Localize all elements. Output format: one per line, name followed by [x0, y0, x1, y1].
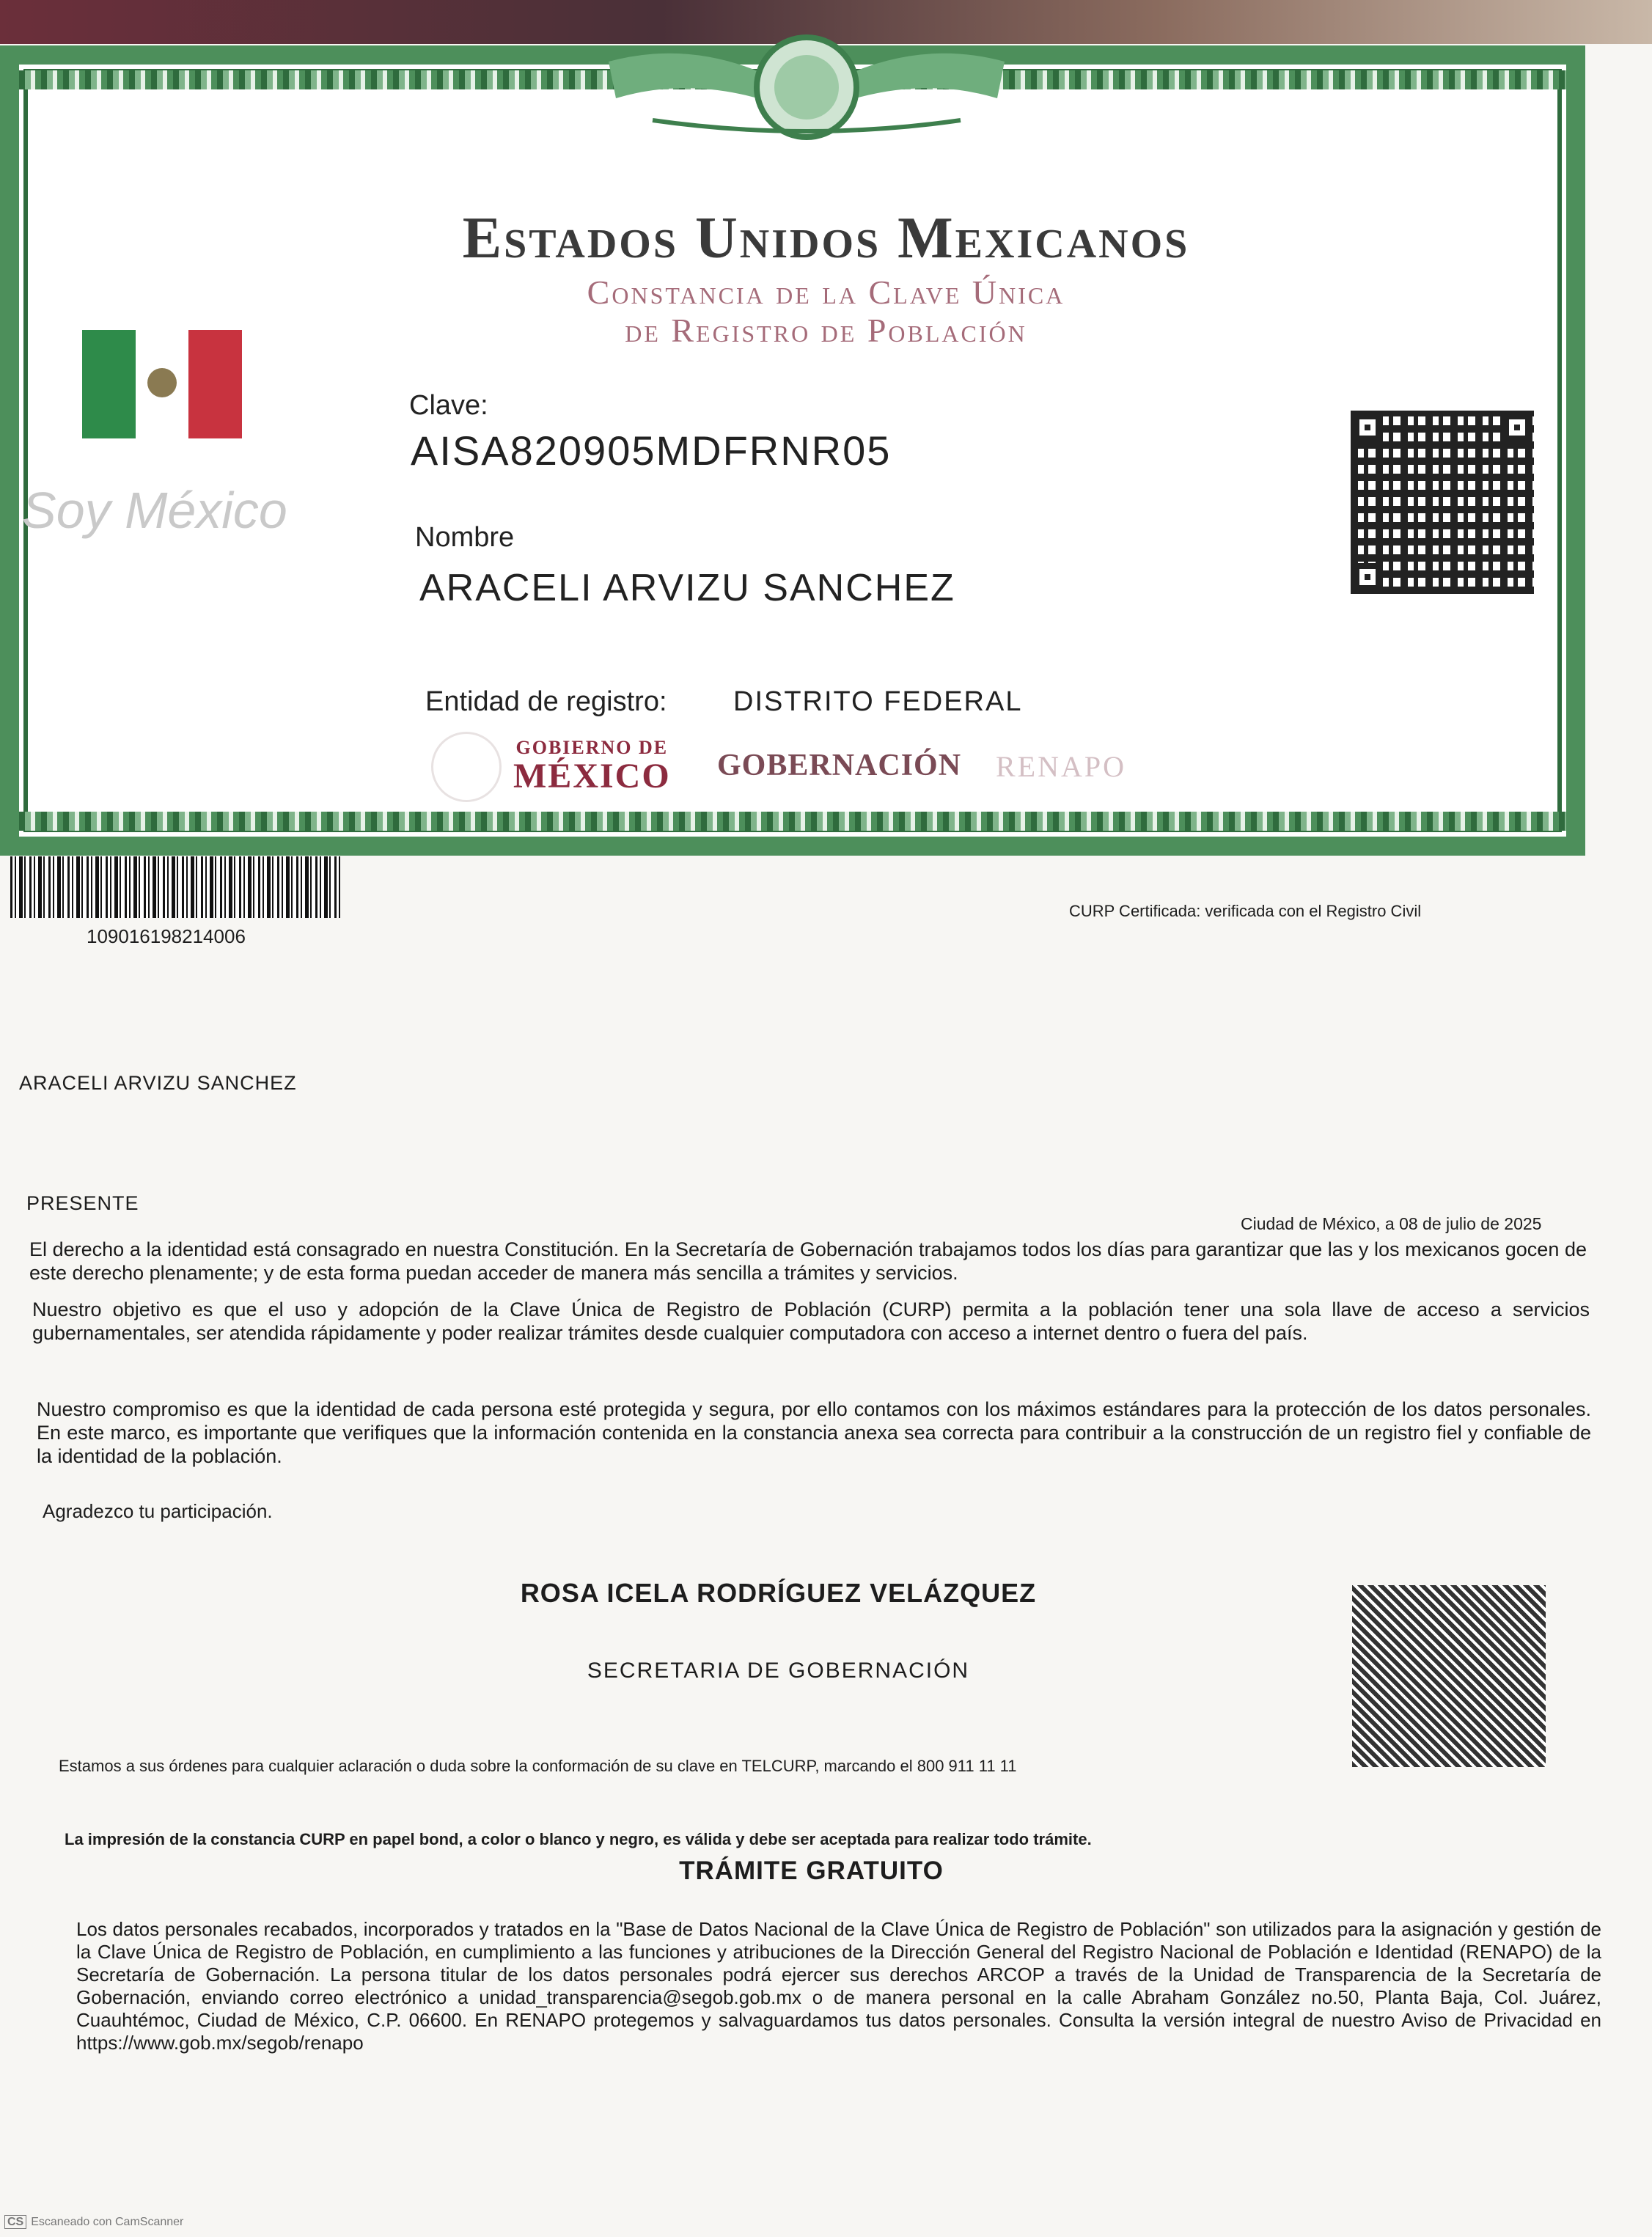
entidad-value: DISTRITO FEDERAL	[733, 686, 1023, 717]
gobierno-de-mexico-logo: GOBIERNO DE MÉXICO	[513, 737, 671, 796]
paragraph-objective: Nuestro objetivo es que el uso y adopción de la Clave Única de Registro de Población (CURP) permita a la población tener una sola llave de acceso a servicios gubernamentales, ser atendida rápidamente y poder realizar trámites desde cualquier computadora con acceso a internet dentro o fuera del país.	[32, 1299, 1590, 1344]
entidad-label: Entidad de registro:	[425, 686, 667, 717]
privacy-notice: Los datos personales recabados, incorporados y tratados en la "Base de Datos Nacional de la Clave Única de Registro de Población" son utilizados para la asignación y gestión de la Clave Única de Registro de Población, en cumplimiento a las funciones y atribuciones de la Dirección General del Registro Nacional de Población e Identidad (RENAPO) de la Secretaría de Gobernación. La persona titular de los datos personales podrá ejercer sus derechos ARCOP a través de la Unidad de Transparencia de la Secretaría de Gobernación, enviando correo electrónico a unidad_transparencia@segob.gob.mx o de manera personal en la calle Abraham González no.50, Planta Baja, Col. Juárez, Cuauhtémoc, Ciudad de México, C.P. 06600. En RENAPO protegemos y salvaguardamos tus datos personales. Consulta la versión integral de nuestro Aviso de Privacidad en https://www.gob.mx/segob/renapo	[76, 1918, 1601, 2054]
clave-value: AISA820905MDFRNR05	[411, 427, 892, 474]
validity-line: La impresión de la constancia CURP en papel bond, a color o blanco y negro, es válida y debe ser aceptada para realizar todo trámite.	[65, 1830, 1092, 1848]
free-procedure: TRÁMITE GRATUITO	[679, 1856, 944, 1885]
certificate-subtitle-1: Constancia de la Clave Única	[587, 273, 1065, 311]
qr-code-icon	[1351, 411, 1534, 594]
thanks-line: Agradezco tu participación.	[43, 1500, 273, 1522]
nombre-value: ARACELI ARVIZU SANCHEZ	[419, 567, 955, 609]
paragraph-commitment: Nuestro compromiso es que la identidad de cada persona esté protegida y segura, por ello contamos con los máximos estándares para la protección de los datos personales. En este marco, es importante que verifiques que la información contenida en la constancia anexa sea correcta para contribuir a la construcción de un registro fiel y confiable de la identidad de la población.	[37, 1398, 1591, 1467]
border-pattern-bottom	[19, 812, 1566, 831]
scanner-watermark: CS Escaneado con CamScanner	[4, 2216, 183, 2229]
certificate-subtitle-2: de Registro de Población	[625, 312, 1027, 349]
barcode-number: 109016198214006	[87, 925, 246, 947]
paragraph-identity: El derecho a la identidad está consagrado en nuestra Constitución. En la Secretaría de Gobernación trabajamos todos los días para garantizar que las y los mexicanos gocen de este derecho plenamente; y de esta forma puedan acceder de manera más sencilla a trámites y servicios.	[29, 1238, 1587, 1284]
mexico-flag-icon	[82, 330, 242, 438]
certified-note: CURP Certificada: verificada con el Registro Civil	[1069, 902, 1422, 920]
signer-title: SECRETARIA DE GOBERNACIÓN	[587, 1659, 970, 1683]
renapo-logo: RENAPO	[996, 750, 1127, 783]
country-title: Estados Unidos Mexicanos	[462, 206, 1190, 271]
soy-mexico-slogan: Soy México	[22, 482, 287, 539]
letter-recipient: ARACELI ARVIZU SANCHEZ	[19, 1072, 297, 1094]
barcode-icon	[10, 856, 340, 918]
nombre-label: Nombre	[415, 522, 515, 553]
seal-icon	[431, 732, 502, 802]
place-date: Ciudad de México, a 08 de julio de 2025	[1241, 1214, 1542, 1233]
signer-name: ROSA ICELA RODRÍGUEZ VELÁZQUEZ	[520, 1578, 1037, 1608]
clave-label: Clave:	[409, 390, 488, 421]
telcurp-line: Estamos a sus órdenes para cualquier aclaración o duda sobre la conformación de su clave en TELCURP, marcando el 800 911 11 11	[59, 1757, 1017, 1775]
national-emblem-icon	[601, 32, 1012, 142]
signature-qr-code-icon	[1352, 1585, 1546, 1767]
presente-label: PRESENTE	[26, 1192, 139, 1214]
gobernacion-logo: GOBERNACIÓN	[717, 749, 962, 782]
